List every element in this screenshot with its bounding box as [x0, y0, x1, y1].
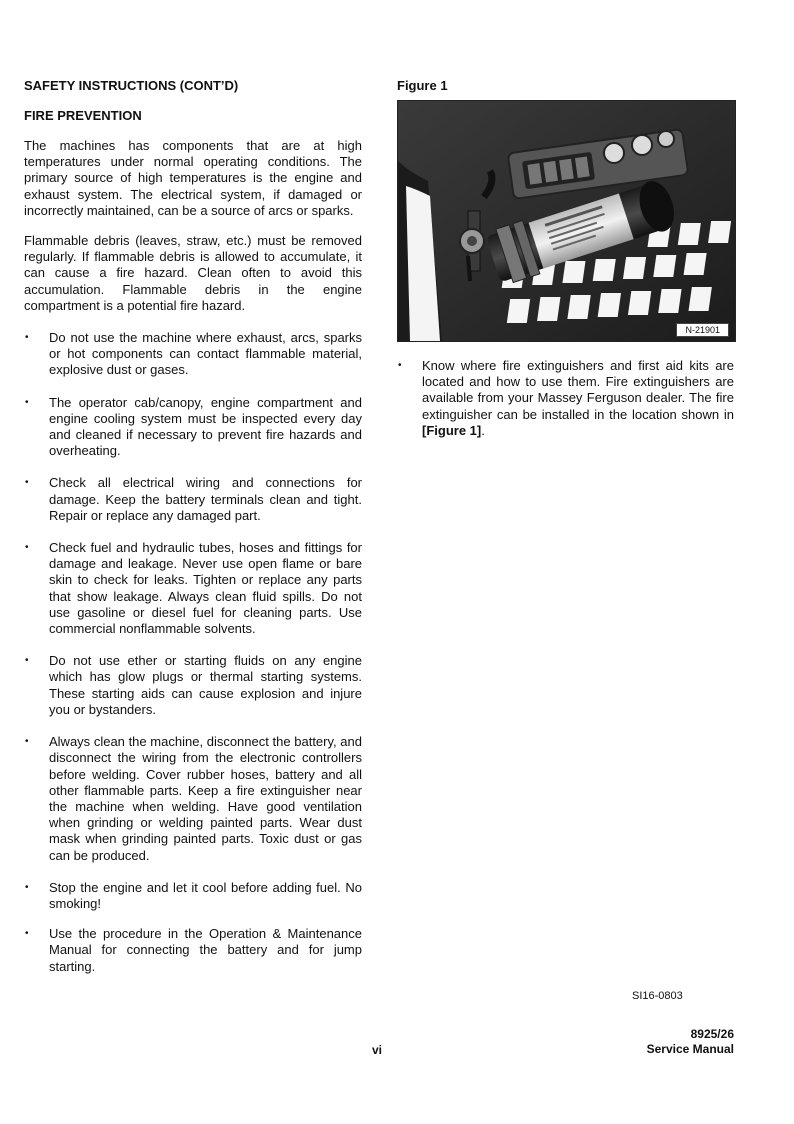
bullet-text: Know where fire extinguishers and first aid kits are located and how to use them. Fire extinguishers are available from your Massey Ferguson dealer. The fire extinguisher can be installed in the location shown in [422, 358, 734, 422]
bullet-text: Always clean the machine, disconnect the battery, and disconnect the wiring from the electronic controllers before welding. Cover rubber hoses, battery and all other flammable parts. Keep a fire extinguisher near the machine when welding. Have good ventilation when grinding or welding painted parts. Wear dust mask when grinding painted parts. Toxic dust or gas can be produced. [49, 734, 362, 863]
figure-heading: Figure 1 [397, 78, 448, 93]
bullet-icon: • [25, 881, 29, 893]
bullet-item [24, 880, 362, 912]
fire-extinguisher-bullet-list [397, 358, 734, 439]
manual-title: Service Manual [646, 1042, 734, 1056]
figure-code-label: N-21901 [676, 323, 729, 337]
bullet-icon: • [25, 332, 29, 344]
bullet-icon: • [25, 655, 29, 667]
footer-manual-info [647, 1027, 734, 1057]
bullet-item [24, 395, 362, 460]
bullet-icon: • [25, 736, 29, 748]
section-title: FIRE PREVENTION [24, 108, 142, 123]
bullet-text: The operator cab/canopy, engine compartment and engine cooling system must be inspected every day and cleaned if necessary to prevent fire hazards and overheating. [49, 394, 362, 459]
fire-extinguisher-photo [398, 101, 735, 341]
bullet-item [24, 653, 362, 718]
paragraph-2: Flammable debris (leaves, straw, etc.) must be removed regularly. If flammable debris is allowed to accumulate, it can cause a fire hazard. Clean often to avoid this accumulation. Flammable debris in the engine compartment is a potential fire hazard. [24, 233, 362, 313]
paragraph-1: The machines has components that are at high temperatures under normal operating conditions. The primary source of high temperatures is the engine and exhaust system. The electrical system, if damaged or incorrectly maintained, can be a source of arcs or sparks. [24, 138, 362, 218]
bullet-text: Check all electrical wiring and connections for damage. Keep the battery terminals clean and tight. Repair or replace any damaged part. [49, 475, 362, 523]
safety-bullet-list [24, 330, 362, 975]
bullet-text: Check fuel and hydraulic tubes, hoses and fittings for damage and leakage. Never use open flame or bare skin to check for leaks. Tighten or replace any parts that show leakage. Always clean fluid spills. Do not use gasoline or diesel fuel for cleaning parts. Use commercial nonflammable solvents. [49, 540, 362, 637]
bullet-item [24, 330, 362, 379]
bullet-icon: • [25, 542, 29, 554]
bullet-text: Use the procedure in the Operation & Maintenance Manual for connecting the battery and for jump starting. [49, 926, 362, 974]
bullet-icon: • [25, 477, 29, 489]
bullet-item [24, 926, 362, 975]
bullet-item [24, 734, 362, 864]
bullet-item [24, 475, 362, 524]
bullet-icon: • [398, 360, 402, 371]
bullet-text-end: . [481, 422, 485, 438]
left-column [24, 78, 362, 975]
section-heading: SAFETY INSTRUCTIONS (CONT’D) [24, 78, 239, 93]
bullet-text: Do not use ether or starting fluids on any engine which has glow plugs or thermal starting systems. These starting aids can cause explosion and injure you or bystanders. [49, 653, 362, 717]
bullet-item [397, 358, 734, 439]
figure-reference-link[interactable]: [Figure 1] [422, 422, 482, 438]
bullet-text: Stop the engine and let it cool before adding fuel. No smoking! [49, 879, 362, 911]
model-number: 8925/26 [690, 1027, 734, 1041]
bullet-icon: • [25, 396, 29, 408]
page-number: vi [372, 1043, 383, 1057]
document-code: SI16-0803 [632, 990, 683, 1002]
bullet-item [24, 540, 362, 637]
bullet-icon: • [25, 928, 29, 940]
figure-1-photo [397, 100, 736, 342]
right-column [397, 78, 734, 439]
bullet-text: Do not use the machine where exhaust, arcs, sparks or hot components can contact flammable material, explosive dust or gases. [49, 330, 362, 378]
